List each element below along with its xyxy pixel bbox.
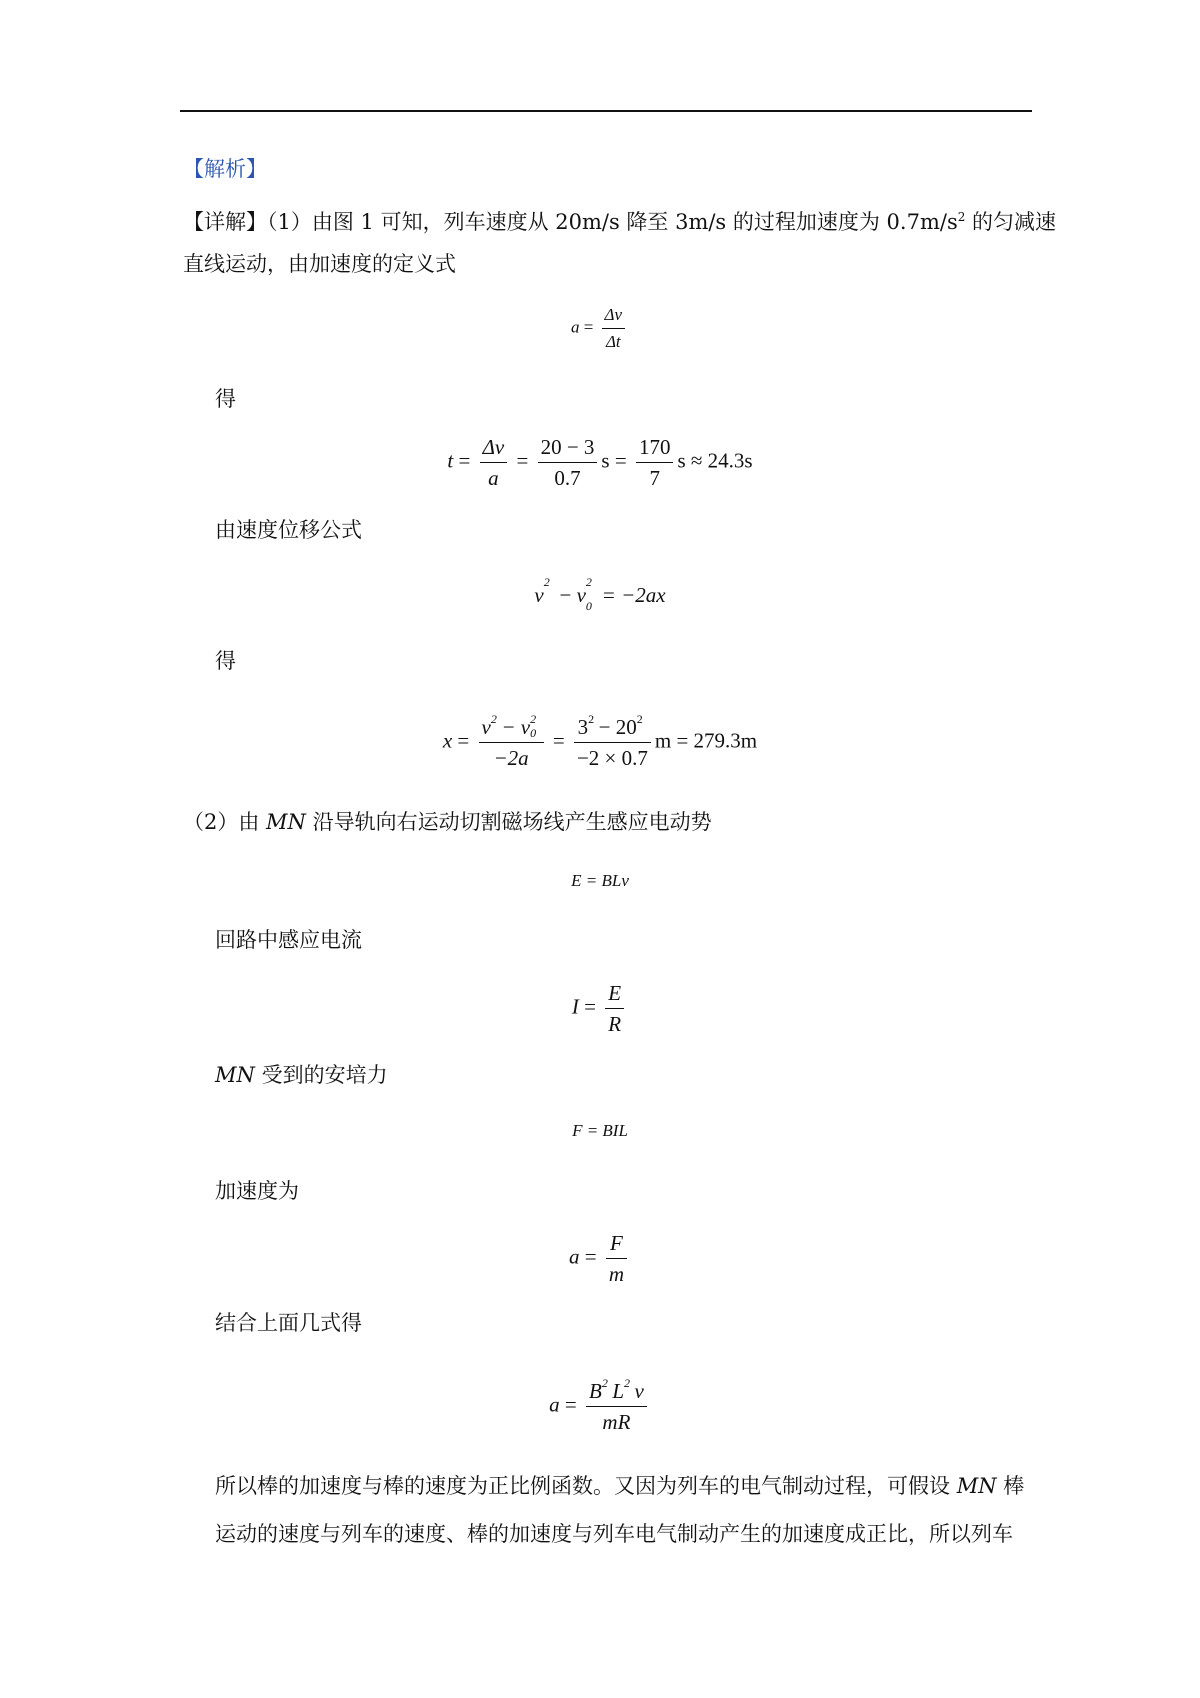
eq4-f1-num: v 2 − v 2 0 bbox=[479, 712, 544, 743]
eq8-fraction bbox=[606, 1228, 627, 1289]
eq3-rhs: = −2ax bbox=[601, 583, 666, 607]
eq2-fraction-2 bbox=[538, 432, 598, 493]
eq2-unit-1: s bbox=[601, 448, 610, 473]
equation-current bbox=[0, 978, 1200, 1039]
p1-lead: 【详解】（1）由图 1 可知，列车速度从 20m/s 降至 3m/s 的过程加速度为 0.7m/s bbox=[183, 210, 958, 234]
eq2-result: 24.3s bbox=[707, 448, 753, 473]
eq2-unit-2: s bbox=[677, 448, 686, 473]
eq4-f1-den: −2a bbox=[493, 746, 529, 770]
eq9-fraction bbox=[586, 1376, 647, 1437]
p2-post: 沿导轨向右运动切割磁场线产生感应电动势 bbox=[305, 810, 712, 834]
eq3-minus: − bbox=[559, 583, 572, 607]
eq1-num: Δv bbox=[602, 302, 626, 329]
eq4-unit: m bbox=[654, 728, 672, 753]
eq4-f2-num: 3 2 − 20 2 bbox=[574, 712, 651, 743]
equation-final-acceleration bbox=[0, 1376, 1200, 1437]
equation-acceleration-definition bbox=[0, 302, 1200, 355]
section-label: 【解析】 bbox=[183, 157, 267, 181]
t5-mn: MN bbox=[215, 1063, 255, 1087]
t8-pre: 所以棒的加速度与棒的速度为正比例函数。又因为列车的电气制动过程，可假设 bbox=[215, 1474, 957, 1498]
equation-time bbox=[0, 432, 1200, 493]
eq2-f1-den: a bbox=[488, 466, 499, 490]
paragraph-conclusion-line-2: 运动的速度与列车的速度、棒的加速度与列车电气制动产生的加速度成正比，所以列车 bbox=[215, 1522, 1013, 1546]
eq1-eq: = bbox=[583, 317, 594, 337]
eq9-eq: = bbox=[564, 1392, 577, 1417]
equation-velocity-displacement bbox=[0, 575, 1200, 613]
paragraph-1-line-2: 直线运动，由加速度的定义式 bbox=[183, 252, 456, 276]
p1-tail: 的匀减速 bbox=[965, 210, 1057, 234]
eq2-lhs: t bbox=[447, 448, 454, 473]
equation-displacement bbox=[0, 712, 1200, 773]
t8-mn: MN bbox=[956, 1474, 997, 1498]
eq2-eq2: = bbox=[516, 448, 529, 473]
eq4-eq2: = bbox=[552, 728, 565, 753]
eq9-lhs: a bbox=[549, 1392, 560, 1417]
eq9-num: B 2 L 2 v bbox=[586, 1376, 647, 1407]
eq3-v: v 2 bbox=[534, 575, 550, 607]
eq6-den: R bbox=[608, 1012, 622, 1036]
header-rule bbox=[180, 110, 1032, 112]
text-de-2: 得 bbox=[215, 649, 236, 673]
eq4-fraction-2 bbox=[574, 712, 651, 773]
eq2-eq3: = bbox=[614, 448, 627, 473]
eq9-den: mR bbox=[602, 1410, 631, 1434]
paragraph-1-line-1 bbox=[183, 205, 1056, 234]
eq6-lhs: I bbox=[571, 994, 579, 1019]
p1-sup: 2 bbox=[957, 210, 966, 224]
text-combine: 结合上面几式得 bbox=[215, 1311, 362, 1335]
eq2-eq1: = bbox=[458, 448, 471, 473]
p2-mn: MN bbox=[266, 810, 306, 834]
eq4-f2-den: −2 × 0.7 bbox=[576, 746, 648, 770]
p2-pre: （2）由 bbox=[183, 810, 267, 834]
equation-newton bbox=[0, 1228, 1200, 1289]
eq2-f3-den: 7 bbox=[649, 466, 660, 490]
eq1-fraction bbox=[602, 302, 626, 355]
equation-emf: E = BLv bbox=[571, 871, 629, 890]
text-ampere-force bbox=[215, 1063, 388, 1087]
eq4-result: = 279.3m bbox=[676, 728, 758, 753]
eq8-num: F bbox=[606, 1228, 627, 1259]
eq3-v0: v 2 0 bbox=[576, 575, 592, 613]
eq1-lhs: a bbox=[570, 317, 580, 337]
t5-post: 受到的安培力 bbox=[254, 1063, 388, 1087]
paragraph-2-intro bbox=[183, 810, 712, 834]
eq4-eq1: = bbox=[457, 728, 470, 753]
text-velocity-displacement: 由速度位移公式 bbox=[215, 518, 362, 542]
text-induced-current: 回路中感应电流 bbox=[215, 928, 362, 952]
eq8-lhs: a bbox=[568, 1244, 580, 1269]
text-acceleration: 加速度为 bbox=[215, 1179, 299, 1203]
eq2-f1-num: Δv bbox=[480, 432, 508, 463]
eq1-den: Δt bbox=[605, 332, 621, 351]
eq6-eq: = bbox=[584, 994, 596, 1019]
eq2-f2-den: 0.7 bbox=[554, 466, 581, 490]
eq4-lhs: x bbox=[442, 728, 453, 753]
eq6-fraction bbox=[605, 978, 624, 1039]
eq2-fraction-1 bbox=[480, 432, 508, 493]
eq8-eq: = bbox=[584, 1244, 597, 1269]
eq8-den: m bbox=[608, 1262, 624, 1286]
text-de-1: 得 bbox=[215, 387, 236, 411]
eq2-f2-num: 20 − 3 bbox=[538, 432, 598, 463]
t8-post: 棒 bbox=[996, 1474, 1025, 1498]
equation-force: F = BIL bbox=[572, 1121, 628, 1140]
eq6-num: E bbox=[605, 978, 624, 1009]
eq4-fraction-1 bbox=[479, 712, 544, 773]
eq2-f3-num: 170 bbox=[636, 432, 674, 463]
eq2-fraction-3 bbox=[636, 432, 674, 493]
eq2-approx: ≈ bbox=[690, 448, 703, 473]
paragraph-conclusion-line-1 bbox=[215, 1474, 1024, 1498]
